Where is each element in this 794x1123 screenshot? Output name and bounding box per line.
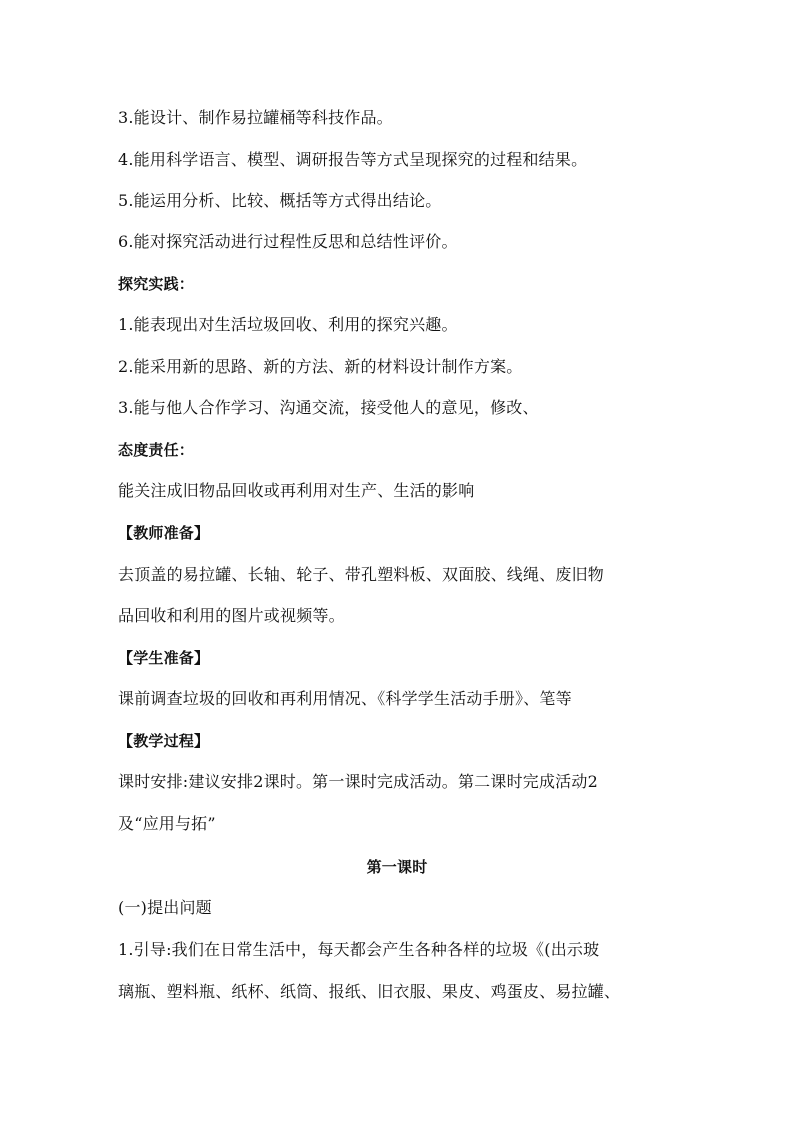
objective-4: 4.能用科学语言、模型、调研报告等方式呈现探究的过程和结果。 bbox=[118, 150, 588, 169]
practice-item-1: 1.能表现出对生活垃圾回收、利用的探究兴趣。 bbox=[118, 315, 458, 334]
lesson1-line-1: 1.引导:我们在日常生活中，每天都会产生各种各样的垃圾《(出示玻 bbox=[118, 940, 600, 959]
attitude-text: 能关注成旧物品回收或再利用对生产、生活的影响 bbox=[118, 481, 475, 500]
practice-item-2: 2.能采用新的思路、新的方法、新的材料设计制作方案。 bbox=[118, 357, 523, 376]
attitude-heading: 态度责任： bbox=[118, 441, 195, 459]
process-heading: 【教学过程】 bbox=[118, 732, 210, 750]
lesson1-title: 第一课时 bbox=[366, 858, 428, 876]
lesson1-section: (一)提出问题 bbox=[118, 898, 212, 917]
student-prep-heading: 【学生准备】 bbox=[118, 649, 210, 667]
teacher-prep-line-2: 品回收和利用的图片或视频等。 bbox=[118, 606, 345, 625]
teacher-prep-line-1: 去顶盖的易拉罐、长轴、轮子、带孔塑料板、双面胶、线绳、废旧物 bbox=[118, 565, 605, 584]
practice-heading: 探究实践： bbox=[118, 275, 195, 293]
practice-item-3: 3.能与他人合作学习、沟通交流，接受他人的意见，修改、 bbox=[118, 398, 539, 417]
objective-6: 6.能对探究活动进行过程性反思和总结性评价。 bbox=[118, 232, 458, 251]
objective-5: 5.能运用分析、比较、概括等方式得出结论。 bbox=[118, 191, 442, 210]
teacher-prep-heading: 【教师准备】 bbox=[118, 524, 210, 542]
process-line-2: 及“应用与拓” bbox=[118, 814, 216, 833]
objective-3: 3.能设计、制作易拉罐桶等科技作品。 bbox=[118, 108, 393, 127]
process-line-1: 课时安排:建议安排2课时。第一课时完成活动。第二课时完成活动2 bbox=[118, 772, 598, 791]
student-prep-text: 课前调查垃圾的回收和再利用情况、《科学学生活动手册》、笔等 bbox=[118, 689, 572, 708]
lesson1-line-2: 璃瓶、塑料瓶、纸杯、纸筒、报纸、旧衣服、果皮、鸡蛋皮、易拉罐、 bbox=[118, 982, 621, 1001]
